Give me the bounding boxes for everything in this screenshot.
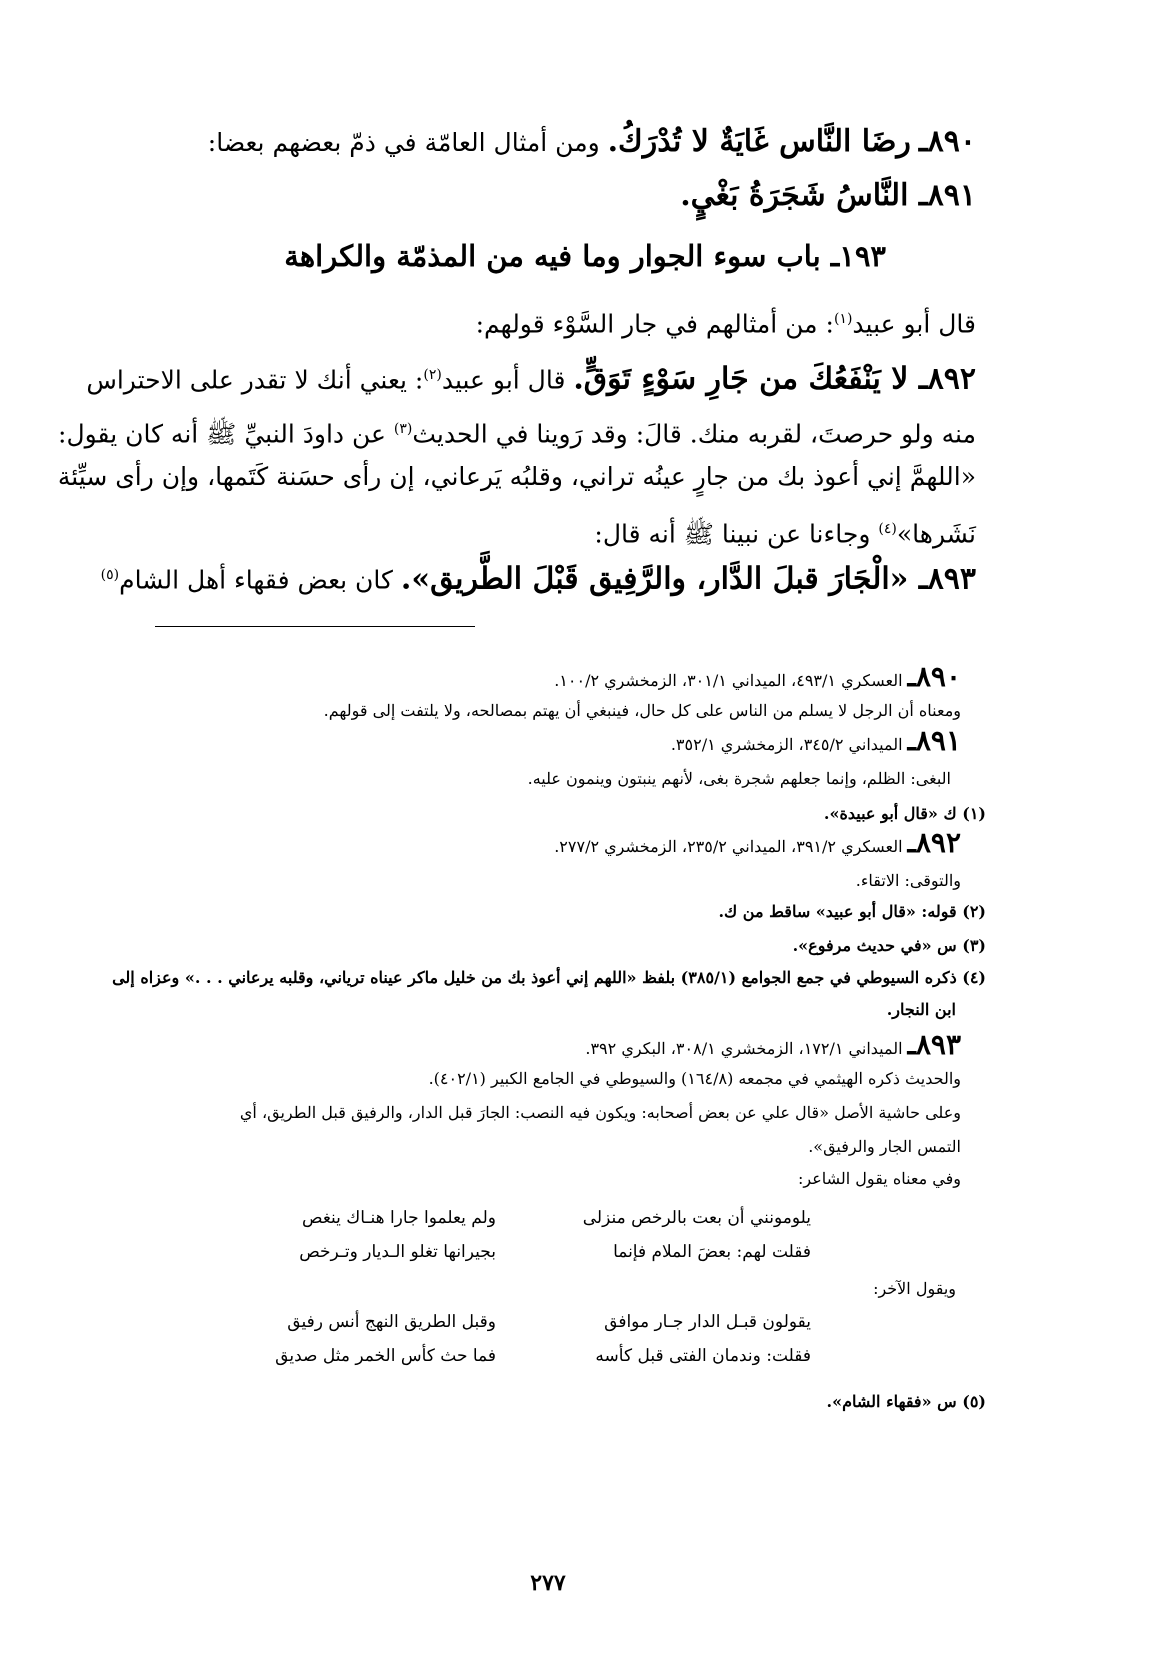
- footnote-number: ٨٩٠ـ: [907, 660, 961, 693]
- note-5: (٥) س «فقهاء الشام».: [826, 1392, 986, 1411]
- note-4-cont: ابن النجار.: [886, 1000, 956, 1019]
- verse-3-first: يقولون قبـل الدار جـار موافق: [604, 1312, 811, 1332]
- footnote-number: ٨٩٣ـ: [907, 1028, 961, 1061]
- verse-4-first: فقلت: وندمان الفتى قبل كأسه: [595, 1346, 811, 1366]
- footnote-892: [554, 826, 961, 859]
- footnote-890-gloss: ومعناه أن الرجل لا يسلم من الناس على كل حال، فينبغي أن يهتم بمصالحه، ولا يلتفت إلى قولهم.: [323, 701, 961, 720]
- main-line-893: [101, 558, 976, 599]
- proverb-number: ٨٩٠ـ: [918, 124, 976, 159]
- proverb-890: رضَا النَّاس غَايَةٌ لا تُدْرَكُ.: [607, 124, 911, 159]
- main-line-4: [476, 302, 976, 341]
- footnote-number: ٨٩٢ـ: [907, 826, 961, 859]
- verse-3-second: وقبل الطريق النهج أنس رفيق: [287, 1312, 496, 1332]
- chapter-heading: ١٩٣ـ باب سوء الجوار وما فيه من المذمّة والكراهة: [284, 239, 886, 273]
- footnote-ref-5: (٥): [100, 567, 120, 583]
- main-text: قال أبو عبيد: [852, 309, 976, 339]
- main-line-8: [594, 512, 976, 551]
- main-text: قال أبو عبيد: [441, 365, 566, 395]
- note-1: (١) ك «قال أبو عبيدة».: [823, 804, 986, 823]
- footnote-text: الميداني ١٧٢/١، الزمخشري ٣٠٨/١، البكري ٣٩٢.: [585, 1039, 903, 1058]
- footnote-text: العسكري ٣٩١/٢، الميداني ٢٣٥/٢، الزمخشري ٢٧٧/٢.: [554, 837, 903, 856]
- footnote-891-gloss: البغى: الظلم، وإنما جعلهم شجرة بغى، لأنهم ينبتون وينمون عليه.: [527, 769, 951, 788]
- footnote-ref-3: (٣): [393, 421, 413, 437]
- footnote-893-b: والحديث ذكره الهيثمي في مجمعه (١٦٤/٨) والسيوطي في الجامع الكبير (٤٠٢/١).: [428, 1069, 961, 1088]
- verse-2-first: فقلت لهم: بعضَ الملام فإنما: [613, 1242, 811, 1262]
- main-line-892: [86, 358, 976, 399]
- footnote-text: الميداني ٣٤٥/٢، الزمخشري ٣٥٢/١.: [670, 735, 903, 754]
- footnote-893-f: ويقول الآخر:: [873, 1279, 956, 1298]
- footnote-893-c: وعلى حاشية الأصل «قال علي عن بعض أصحابه: ويكون فيه النصب: الجارَ قبل الدار، والرفيق قبل الطريق، أي: [239, 1103, 961, 1122]
- main-text: عن داودَ النبيِّ ﷺ أنه كان يقول:: [58, 419, 386, 449]
- verse-1-second: ولم يعلموا جارا هنـاك ينغص: [302, 1208, 496, 1228]
- footnote-separator: [155, 626, 475, 627]
- main-text: : يعني أنك لا تقدر على الاحتراس: [86, 365, 424, 395]
- main-text: وجاءنا عن نبينا ﷺ أنه قال:: [594, 519, 871, 549]
- main-text: كان بعض فقهاء أهل الشام: [119, 565, 393, 595]
- proverb-893: ٨٩٣ـ «الْجَارَ قبلَ الدَّار، والرَّفِيق قَبْلَ الطَّريق».: [400, 561, 976, 597]
- main-text: : من أمثالهم في جار السَّوْء قولهم:: [475, 309, 834, 339]
- footnote-891: [670, 724, 961, 757]
- verse-2-second: بجيرانها تغلو الـديار وتـرخص: [299, 1242, 496, 1262]
- footnote-text: العسكري ٤٩٣/١، الميداني ٣٠١/١، الزمخشري ١٠٠/٢.: [554, 671, 903, 690]
- main-text: نَشَرها»: [896, 519, 976, 549]
- note-2: (٢) قوله: «قال أبو عبيد» ساقط من ك.: [718, 902, 986, 921]
- main-text: منه ولو حرصتَ، لقربه منك. قالَ: وقد رَوينا في الحديث: [412, 419, 976, 449]
- note-3: (٣) س «في حديث مرفوع».: [792, 936, 986, 955]
- footnote-number: ٨٩١ـ: [907, 724, 961, 757]
- footnote-ref-2: (٢): [423, 367, 442, 383]
- page-number: ٢٧٧: [530, 1570, 566, 1596]
- footnote-893: [585, 1028, 961, 1061]
- main-line-890: [208, 122, 976, 162]
- proverb-892: ٨٩٢ـ لا يَنْفَعُكَ من جَارِ سَوْءٍ تَوَقٍّ.: [573, 361, 976, 397]
- footnote-ref-1: (١): [833, 311, 853, 327]
- footnote-893-d: التمس الجار والرفيق».: [808, 1137, 961, 1156]
- footnote-890: [554, 660, 961, 693]
- footnote-893-e: وفي معناه يقول الشاعر:: [797, 1169, 961, 1188]
- verse-4-second: فما حث كأس الخمر مثل صديق: [275, 1346, 496, 1366]
- footnote-ref-4: (٤): [878, 521, 897, 537]
- main-text: ومن أمثال العامّة في ذمّ بعضهم بعضا:: [207, 128, 600, 157]
- main-line-7: «اللهمَّ إني أعوذ بك من جارٍ عينُه تراني، وقلبُه يَرعاني، إن رأى حسَنة كَتَمها، وإن رأى سيِّئة: [57, 462, 976, 491]
- verse-1-first: يلومونني أن بعت بالرخص منزلى: [582, 1208, 811, 1228]
- footnote-892-gloss: والتوقى: الاتقاء.: [855, 871, 961, 890]
- note-4: (٤) ذكره السيوطي في جمع الجوامع (٣٨٥/١) بلفظ «اللهم إني أعوذ بك من خليل ماكر عيناه ترياني، وقلبه يرعاني . . .» وعزاه إلى: [112, 968, 986, 987]
- main-line-6: [58, 412, 976, 451]
- proverb-891: ٨٩١ـ النَّاسُ شَجَرَةُ بَغْيٍ.: [680, 178, 976, 213]
